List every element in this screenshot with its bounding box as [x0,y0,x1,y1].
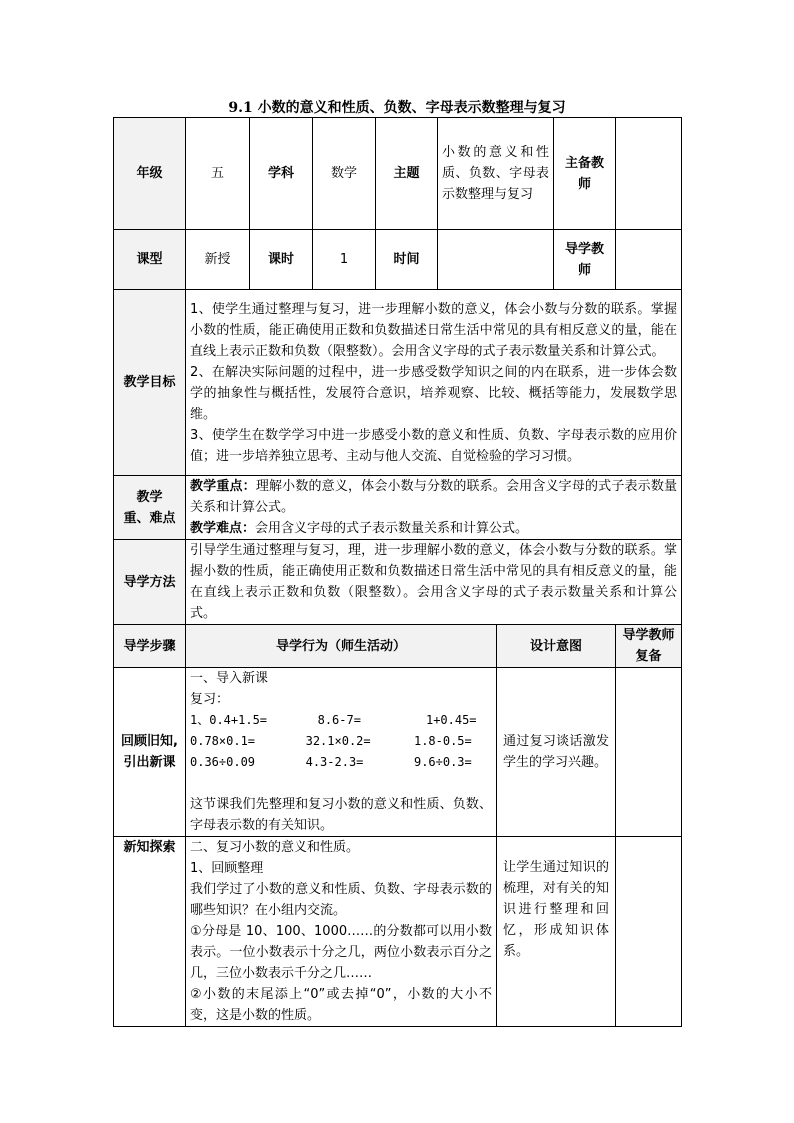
exercise-row: 0.36÷0.09 4.3-2.3= 9.6÷0.3= [190,755,472,769]
step2-intent: 让学生通过知识的梳理，对有关的知识进行整理和回忆，形成知识体系。 [497,837,616,1027]
step1-label: 回顾旧知, 引出新课 [114,668,186,837]
grade-value: 五 [186,118,250,230]
subject-value: 数学 [313,118,376,230]
activity-header: 导学行为（师生活动） [186,625,497,668]
grade-label: 年级 [114,118,186,230]
step1-activity [186,668,497,837]
goal-1: 1、使学生通过整理与复习，进一步理解小数的意义，体会小数与分数的联系。掌握小数的性质，能正确使用正数和负数描述日常生活中常见的具有相反意义的量，能在直线上表示正数和负数（限整数）。会用含义字母的式子表示数量关系和计算公式。 [190,301,678,359]
step2-para-3: ②小数的末尾添上“0”或去掉“0”，小数的大小不变，这是小数的性质。 [190,987,492,1023]
step1-prep [616,668,682,837]
focus-row [114,476,682,540]
steps-header-row [114,625,682,668]
method-content: 引导学生通过整理与复习，理，进一步理解小数的意义，体会小数与分数的联系。掌握小数的性质，能正确使用正数和负数描述日常生活中常见的具有相反意义的量，能在直线上表示正数和负数（限整数）。会用含义字母的式子表示数量关系和计算公式。 [186,540,682,625]
step2-para-2: ①分母是 10、100、1000……的分数都可以用小数表示。一位小数表示十分之几，两位小数表示百分之几，三位小数表示千分之几…… [190,924,492,981]
goal-3: 3、使学生在数学学习中进一步感受小数的意义和性质、负数、字母表示数的应用价值；进一步培养独立思考、主动与他人交流、自觉检验的学习习惯。 [190,427,678,464]
lead-teacher-value [616,118,682,230]
lesson-plan-table [113,117,682,1027]
step2-activity [186,837,497,1027]
step-row-explore [114,837,682,1027]
time-value [438,230,554,290]
subject-label: 学科 [250,118,313,230]
goal-2: 2、在解决实际问题的过程中，进一步感受数学知识之间的内在联系，进一步体会数学的抽象性与概括性，发展符合意识，培养观察、比较、概括等能力，发展数学思维。 [190,364,678,422]
step2-sub: 1、回顾整理 [190,861,264,876]
step1-closing: 这节课我们先整理和复习小数的意义和性质、负数、字母表示数的有关知识。 [190,797,492,833]
info-row-grade [114,118,682,230]
exercise-row: 1、0.4+1.5= 8.6-7= 1+0.45= [190,713,477,727]
hours-label: 课时 [250,230,313,290]
info-row-type [114,230,682,290]
goals-label: 教学目标 [114,290,186,476]
step2-label: 新知探索 [114,837,186,1027]
guide-teacher-value [616,230,682,290]
step2-para-1: 我们学过了小数的意义和性质、负数、字母表示数的哪些知识？在小组内交流。 [190,882,492,918]
hours-value: 1 [313,230,376,290]
step1-sub: 复习： [190,692,230,707]
lesson-type-value: 新授 [186,230,250,290]
goals-row [114,290,682,476]
lead-teacher-label: 主备教师 [554,118,616,230]
key-point: 教学重点：理解小数的意义，体会小数与分数的联系。会用含义字母的式子表示数量关系和计算公式。 [190,479,677,515]
theme-label: 主题 [376,118,438,230]
step1-intent: 通过复习谈话激发学生的学习兴趣。 [497,668,616,837]
method-label: 导学方法 [114,540,186,625]
focus-content [186,476,682,540]
step2-prep [616,837,682,1027]
step-row-review [114,668,682,837]
difficult-point: 教学难点：会用含义字母的式子表示数量关系和计算公式。 [190,521,529,536]
step2-heading: 二、复习小数的意义和性质。 [190,840,360,855]
lesson-type-label: 课型 [114,230,186,290]
guide-teacher-label: 导学教师 [554,230,616,290]
steps-header: 导学步骤 [114,625,186,668]
document-title: 9.1 小数的意义和性质、负数、字母表示数整理与复习 [228,100,566,116]
goals-content [186,290,682,476]
prep-header: 导学教师复备 [616,625,682,668]
step1-heading: 一、导入新课 [190,671,269,686]
intent-header: 设计意图 [497,625,616,668]
exercise-row: 0.78×0.1= 32.1×0.2= 1.8-0.5= [190,734,472,748]
focus-label: 教学 重、难点 [114,476,186,540]
time-label: 时间 [376,230,438,290]
theme-value: 小数的意义和性质、负数、字母表示数整理与复习 [438,118,554,230]
method-row [114,540,682,625]
